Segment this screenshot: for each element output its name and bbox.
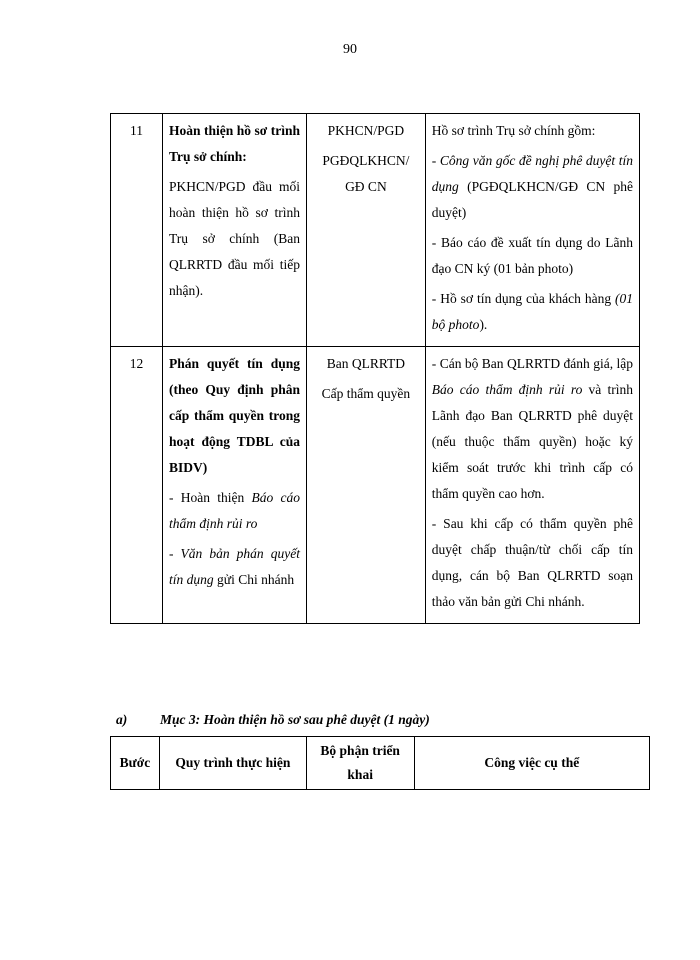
work-cell bbox=[425, 347, 639, 624]
column-header-step: Bước bbox=[111, 737, 160, 790]
process-item bbox=[169, 541, 300, 593]
department-line: PGĐQLKHCN/ GĐ CN bbox=[322, 153, 410, 194]
table-row bbox=[111, 114, 640, 347]
department-cell bbox=[306, 347, 425, 624]
department-line: Cấp thẩm quyền bbox=[321, 386, 411, 401]
work-item-suffix: (PGĐQLKHCN/GĐ CN phê duyệt) bbox=[431, 179, 633, 220]
work-item: - Báo cáo đề xuất tín dụng do Lãnh đạo CN ký (01 bản photo) bbox=[431, 235, 633, 276]
work-item bbox=[432, 351, 633, 507]
work-item-suffix: và trình Lãnh đạo Ban QLRRTD phê duyệt (nếu thuộc thẩm quyền) hoặc ký kiểm soát trước khi trình cấp có thẩm quyền cao hơn. bbox=[431, 382, 633, 501]
column-header-process: Quy trình thực hiện bbox=[159, 737, 306, 790]
work-item-prefix: - Cán bộ Ban QLRRTD đánh giá, lập bbox=[431, 356, 633, 371]
process-cell bbox=[162, 347, 306, 624]
work-item-italic: Công văn gốc đề nghị phê duyệt tín dụng bbox=[431, 153, 633, 194]
work-item-suffix: ). bbox=[479, 317, 488, 332]
process-item-italic: - Văn bản phán quyết tín dụng bbox=[168, 546, 300, 587]
process-item bbox=[169, 485, 300, 537]
header-row bbox=[111, 737, 650, 790]
work-item-prefix: - bbox=[431, 153, 440, 168]
work-item-prefix: - Hồ sơ tín dụng của khách hàng bbox=[431, 291, 615, 306]
process-title: Phán quyết tín dụng (theo Quy định phân cấp thẩm quyền trong hoạt động TDBL của BIDV) bbox=[168, 356, 300, 475]
column-header-department: Bộ phận triển khai bbox=[306, 737, 414, 790]
process-cell bbox=[162, 114, 306, 347]
department-line: PKHCN/PGD bbox=[327, 123, 405, 138]
process-title: Hoàn thiện hồ sơ trình Trụ sở chính: bbox=[168, 123, 300, 164]
page-number: 90 bbox=[343, 42, 357, 57]
work-cell bbox=[425, 114, 639, 347]
work-intro: Hồ sơ trình Trụ sở chính gồm: bbox=[431, 123, 596, 138]
table-row bbox=[111, 347, 640, 624]
next-section-table-header bbox=[110, 736, 650, 790]
section-heading bbox=[116, 712, 430, 728]
process-item-suffix: gửi Chi nhánh bbox=[213, 572, 295, 587]
procedure-table bbox=[110, 113, 640, 624]
department-line: Ban QLRRTD bbox=[326, 356, 406, 371]
department-cell bbox=[306, 114, 425, 347]
step-number-cell: 11 bbox=[111, 114, 163, 347]
section-title: Mục 3: Hoàn thiện hồ sơ sau phê duyệt (1 ngày) bbox=[160, 712, 430, 727]
work-item bbox=[432, 286, 633, 338]
process-detail: PKHCN/PGD đầu mối hoàn thiện hồ sơ trình Trụ sở chính (Ban QLRRTD đầu mối tiếp nhận). bbox=[168, 179, 300, 298]
process-item-italic: Báo cáo thẩm định rủi ro bbox=[168, 490, 300, 531]
step-number-cell: 12 bbox=[111, 347, 163, 624]
column-header-work: Công việc cụ thể bbox=[414, 737, 649, 790]
work-item-italic: Báo cáo thẩm định rủi ro bbox=[431, 382, 583, 397]
section-label: a) bbox=[116, 712, 128, 727]
process-item-prefix: - Hoàn thiện bbox=[168, 490, 252, 505]
work-item: - Sau khi cấp có thẩm quyền phê duyệt chấp thuận/từ chối cấp tín dụng, cán bộ Ban QLRRTD soạn thảo văn bản gửi Chi nhánh. bbox=[431, 516, 633, 609]
work-item-italic: (01 bộ photo bbox=[431, 291, 633, 332]
work-item bbox=[432, 148, 633, 226]
